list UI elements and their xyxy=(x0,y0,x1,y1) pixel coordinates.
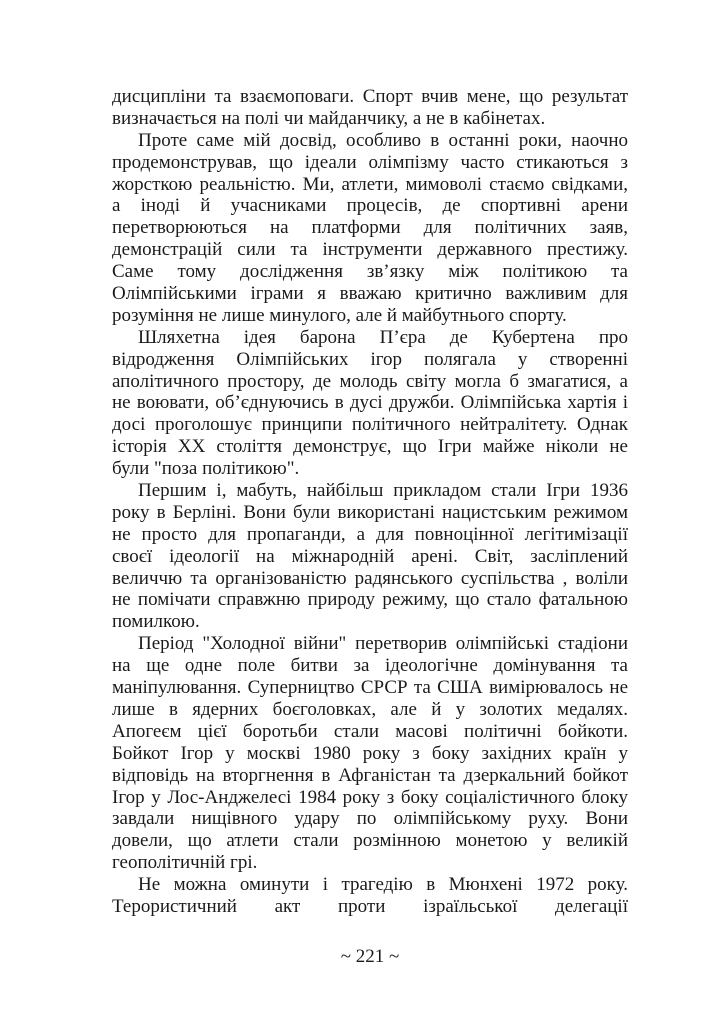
paragraph xyxy=(112,130,628,327)
text-line: року в Берліні. Вони були використані нацистським режимом xyxy=(112,501,628,523)
paragraph xyxy=(112,86,628,130)
text-line: історія ХХ століття демонструє, що Ігри майже ніколи не xyxy=(112,436,628,458)
text-line: лише в ядерних боєголовках, але й у золотих медалях. xyxy=(112,698,628,720)
paragraph xyxy=(112,327,628,480)
text-line: Не можна оминути і трагедію в Мюнхені 1972 року. xyxy=(138,874,628,896)
text-line: Апогеєм цієї боротьби стали масові політичні бойкоти. xyxy=(112,720,628,742)
text-line: маніпулювання. Суперництво СРСР та США вимірювалось не xyxy=(112,677,628,699)
text-line: були "поза політикою". xyxy=(112,458,300,480)
paragraph xyxy=(112,480,628,633)
page-number: ~ 221 ~ xyxy=(340,946,400,967)
text-line: перетворюються на платформи для політичних заяв, xyxy=(112,217,628,239)
text-line: помилкою. xyxy=(112,611,200,633)
text-line: на ще одне поле битви за ідеологічне домінування та xyxy=(112,655,628,677)
paragraph xyxy=(112,874,628,918)
text-line: Саме тому дослідження зв’язку між політикою та xyxy=(112,261,628,283)
text-line: Ігор у Лос-Анджелесі 1984 року з боку соціалістичного блоку xyxy=(112,786,628,808)
text-line: а іноді й учасниками процесів, де спортивні арени xyxy=(112,195,628,217)
text-line: не просто для пропаганди, а для повноцінної легітимізації xyxy=(112,523,628,545)
text-line: розуміння не лише минулого, але й майбутнього спорту. xyxy=(112,304,567,326)
text-line: не помічати справжню природу режиму, що стало фатальною xyxy=(112,589,628,611)
text-line: Олімпійськими іграми я вважаю критично важливим для xyxy=(112,283,628,305)
text-line: величчю та організованістю радянського суспільства , воліли xyxy=(112,567,628,589)
text-line: визначається на полі чи майданчику, а не в кабінетах. xyxy=(112,107,546,129)
text-line: завдали нищівного удару по олімпійському руху. Вони xyxy=(112,808,628,830)
text-line: Період "Холодної війни" перетворив олімпійські стадіони xyxy=(138,633,628,655)
text-line: відповідь на вторгнення в Афганістан та дзеркальний бойкот xyxy=(112,764,628,786)
text-block xyxy=(112,86,628,918)
text-line: геополітичній грі. xyxy=(112,852,258,874)
text-line: продемонстрував, що ідеали олімпізму часто стикаються з xyxy=(112,151,628,173)
text-line: досі проголошує принципи політичного нейтралітету. Однак xyxy=(112,414,628,436)
text-line: Шляхетна ідея барона П’єра де Кубертена про xyxy=(138,326,628,348)
text-line: Бойкот Ігор у москві 1980 року з боку західних країн у xyxy=(112,742,628,764)
text-line: аполітичного простору, де молодь світу могла б змагатися, а xyxy=(112,370,628,392)
text-line: жорсткою реальністю. Ми, атлети, мимоволі стаємо свідками, xyxy=(112,173,628,195)
text-line: Проте саме мій досвід, особливо в останні роки, наочно xyxy=(138,129,628,151)
text-line: Першим і, мабуть, найбільш прикладом стали Ігри 1936 xyxy=(138,480,628,502)
text-line: дисципліни та взаємоповаги. Спорт вчив мене, що результат xyxy=(112,86,628,107)
text-line: Терористичний акт проти ізраїльської делегації xyxy=(112,895,628,917)
text-line: не воювати, об’єднуючись в дусі дружби. Олімпійська хартія і xyxy=(112,392,628,414)
text-line: довели, що атлети стали розмінною монетою у великій xyxy=(112,830,628,852)
text-line: своєї ідеології на міжнародній арені. Світ, засліплений xyxy=(112,545,628,567)
text-line: відродження Олімпійських ігор полягала у створенні xyxy=(112,348,628,370)
text-line: демонстрацій сили та інструменти державного престижу. xyxy=(112,239,628,261)
paragraph xyxy=(112,633,628,874)
